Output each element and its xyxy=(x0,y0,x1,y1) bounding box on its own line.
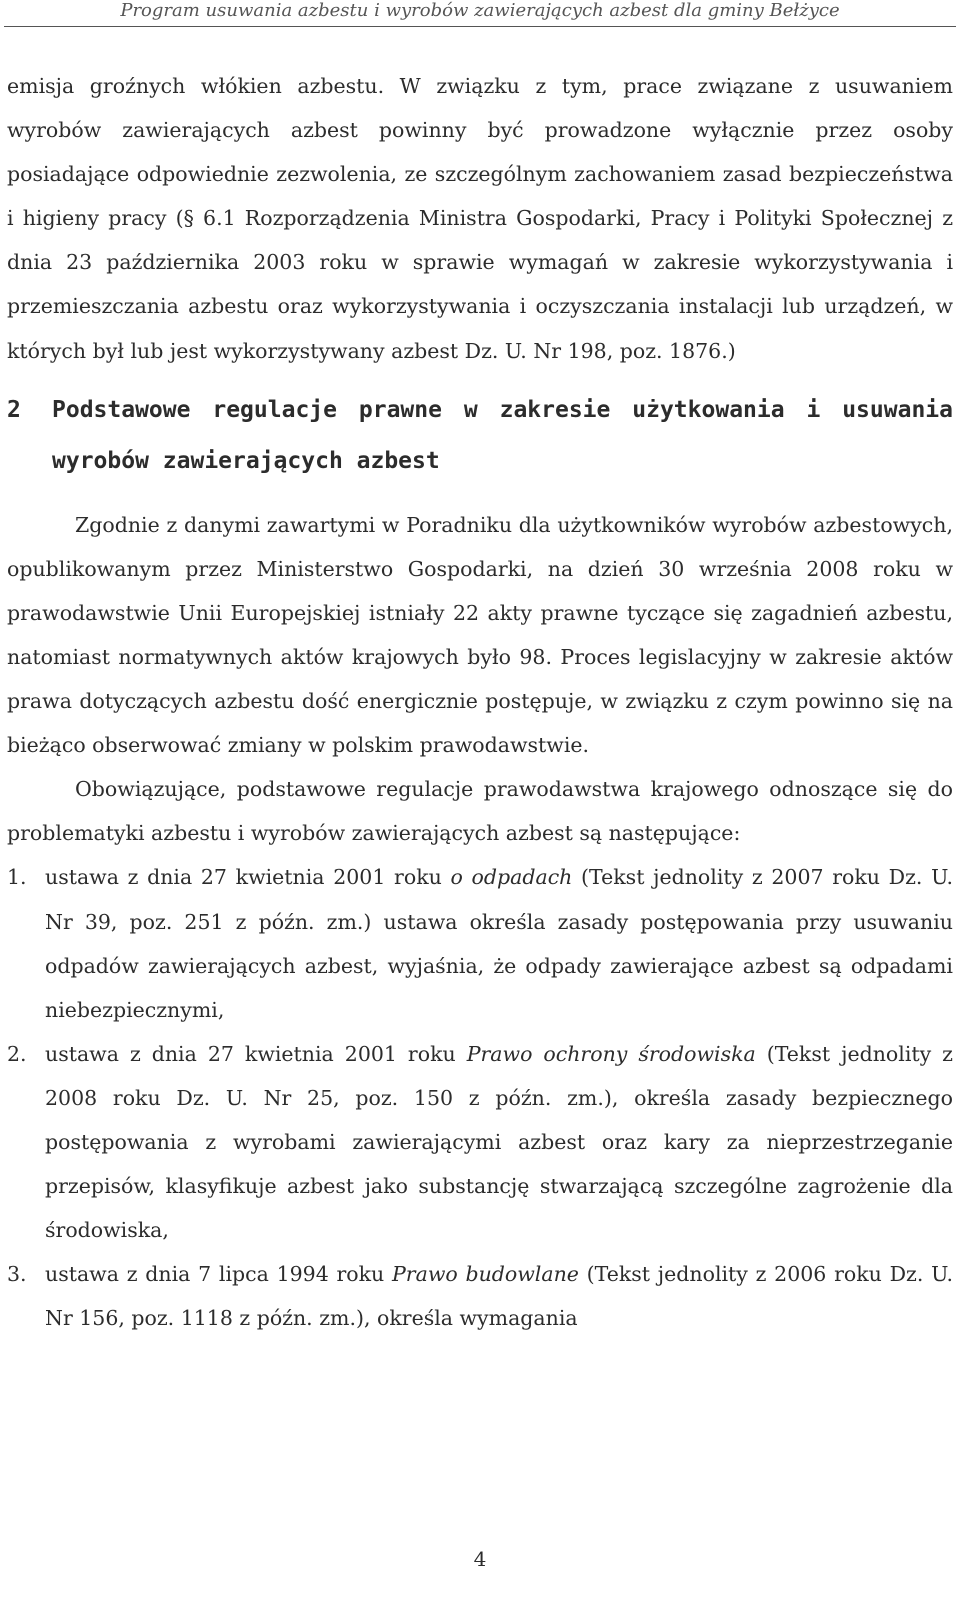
law-text-end: (Tekst jednolity z 2006 roku Dz. U. Nr 156, poz. 1118 z późn. zm.), określa wymagania xyxy=(45,1262,954,1331)
list-item-number: 3. xyxy=(7,1262,27,1287)
list-item xyxy=(7,1252,953,1340)
list-item xyxy=(7,1032,953,1252)
law-text-start: ustawa z dnia 7 lipca 1994 roku xyxy=(45,1262,392,1287)
law-list xyxy=(7,855,953,1340)
law-text-end: (Tekst jednolity z 2008 roku Dz. U. Nr 25, poz. 150 z późn. zm.), określa zasady bezpiecznego postępowania z wyrobami zawierającymi azbest oraz kary za nieprzestrzeganie przepisów, klasyfikuje azbest jako substancję stwarzającą szczególne zagrożenie dla środowiska, xyxy=(45,1041,953,1243)
page-content xyxy=(7,64,953,1340)
section-number: 2 xyxy=(7,396,21,423)
intro-paragraph: emisja groźnych włókien azbestu. W związku z tym, prace związane z usuwaniem wyrobów zawierających azbest powinny być prowadzone wyłącznie przez osoby posiadające odpowiednie zezwolenia, ze szczególnym zachowaniem zasad bezpieczeństwa i higieny pracy (§ 6.1 Rozporządzenia Ministra Gospodarki, Pracy i Polityki Społecznej z dnia 23 października 2003 roku w sprawie wymagań w zakresie wykorzystywania i przemieszczania azbestu oraz wykorzystywania i oczyszczania instalacji lub urządzeń, w których był lub jest wykorzystywany azbest Dz. U. Nr 198, poz. 1876.) xyxy=(7,74,953,363)
page-header xyxy=(4,0,956,27)
header-title: Program usuwania azbestu i wyrobów zawierających azbest dla gminy Bełżyce xyxy=(120,0,840,21)
law-title: Prawo ochrony środowiska xyxy=(466,1041,756,1066)
law-text-end: (Tekst jednolity z 2007 roku Dz. U. Nr 39, poz. 251 z późn. zm.) ustawa określa zasady postępowania przy usuwaniu odpadów zawierających azbest, wyjaśnia, że odpady zawierające azbest są odpadami niebezpiecznymi, xyxy=(45,865,954,1022)
law-text-start: ustawa z dnia 27 kwietnia 2001 roku xyxy=(45,1041,467,1066)
law-text-start: ustawa z dnia 27 kwietnia 2001 roku xyxy=(45,865,451,890)
list-item-number: 1. xyxy=(7,865,27,890)
list-item-number: 2. xyxy=(7,1041,27,1066)
list-item xyxy=(7,855,953,1031)
law-title: o odpadach xyxy=(450,865,573,890)
section-title: Podstawowe regulacje prawne w zakresie użytkowania i usuwania wyrobów zawierających azbest xyxy=(52,396,953,474)
section-heading xyxy=(7,385,953,487)
page-number: 4 xyxy=(473,1547,487,1571)
law-title: Prawo budowlane xyxy=(392,1262,579,1287)
list-item-text xyxy=(45,855,953,1031)
list-item-text xyxy=(45,1032,953,1252)
body-paragraph: Obowiązujące, podstawowe regulacje prawodawstwa krajowego odnoszące się do problematyki azbestu i wyrobów zawierających azbest są następujące: xyxy=(7,777,953,846)
list-item-text xyxy=(45,1252,953,1340)
body-paragraph: Zgodnie z danymi zawartymi w Poradniku dla użytkowników wyrobów azbestowych, opublikowanym przez Ministerstwo Gospodarki, na dzień 30 września 2008 roku w prawodawstwie Unii Europejskiej istniały 22 akty prawne tyczące się zagadnień azbestu, natomiast normatywnych aktów krajowych było 98. Proces legislacyjny w zakresie aktów prawa dotyczących azbestu dość energicznie postępuje, w związku z czym powinno się na bieżąco obserwować zmiany w polskim prawodawstwie. xyxy=(7,512,953,758)
